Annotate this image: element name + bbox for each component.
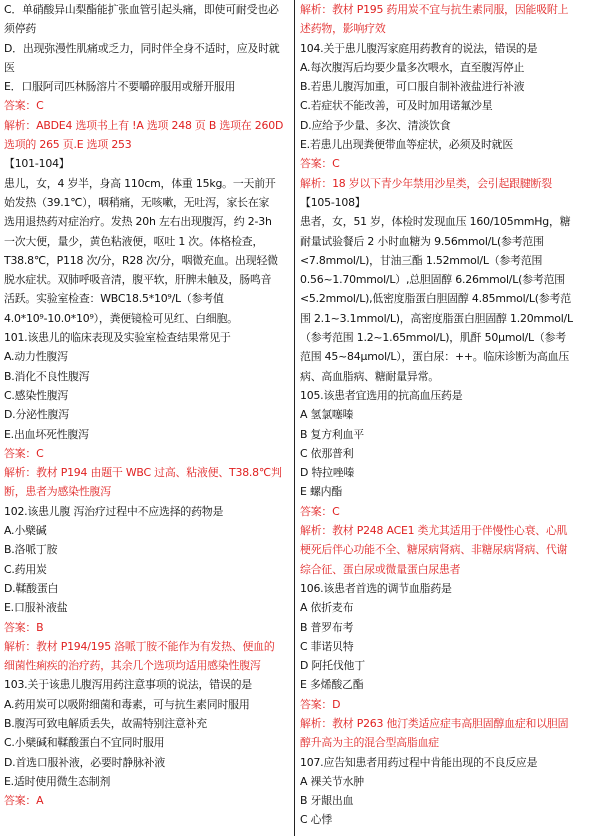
text-line: A 依折麦布 — [300, 601, 354, 615]
text-line: C 菲诺贝特 — [300, 639, 354, 653]
text-line: 【101-104】 — [4, 157, 70, 171]
answer-explanation-line: 解析：教材 P195 药用炭不宜与抗生素同服，因能吸附上 — [300, 3, 569, 16]
text-line: <7.8mmol/L)，甘油三酯 1.52mmol/L（参考范围 — [300, 253, 543, 267]
answer-explanation-line: 醇升高为主的混合型高脂血症 — [300, 736, 439, 750]
text-line: 选用退热药对症治疗。发热 20h 左右出现腹泻，约 2-3h — [4, 215, 272, 229]
text-line: 医 — [4, 60, 15, 74]
text-line: B.消化不良性腹泻 — [4, 369, 90, 383]
text-line: 【105-108】 — [300, 195, 366, 209]
text-line: C.小檗碱和鞣酸蛋白不宜同时服用 — [4, 736, 165, 750]
answer-explanation-line: 答案：C — [300, 157, 340, 171]
text-line: 患儿，女，4 岁半，身高 110cm，体重 15kg。一天前开 — [4, 176, 276, 190]
text-line: C.若症状不能改善，可及时加用诺氟沙星 — [300, 99, 493, 113]
text-line: 101.该患儿的临床表现及实验室检查结果常见于 — [4, 331, 231, 345]
text-line: 脱水症状。双肺呼吸音清，腹平软，肝脾未触及，肠鸣音 — [4, 273, 272, 287]
text-line: 一次大便，量少，黄色粘液便，呕吐 1 次。体格检查， — [4, 234, 264, 248]
text-line: A 裸关节水肿 — [300, 774, 364, 788]
text-line: 始发热（39.1℃），咽稍痛，无咳嗽，无吐泻，家长在家 — [4, 195, 270, 209]
text-line: C．单硝酸异山梨酯能扩张血管引起头痛，即使可耐受也必 — [4, 3, 279, 16]
text-line: A.动力性腹泻 — [4, 350, 68, 364]
text-line: B 复方利血平 — [300, 427, 364, 441]
text-line: D.鞣酸蛋白 — [4, 581, 59, 595]
answer-explanation-line: 答案：C — [4, 446, 44, 460]
text-line: 耐量试验餐后 2 小时血糖为 9.56mmol/L(参考范围 — [300, 234, 544, 248]
text-line: D.应给予少量、多次、清淡饮食 — [300, 118, 451, 132]
answer-explanation-line: 解析：教材 P194/195 洛哌丁胺不能作为有发热、便血的 — [4, 639, 275, 653]
text-line: E.口服补液盐 — [4, 601, 68, 615]
text-line: D．出现弥漫性肌痛或乏力，同时伴全身不适时，应及时就 — [4, 41, 280, 55]
text-line: 4.0*10⁹-10.0*10⁹），粪便镜检可见红、白细胞。 — [4, 311, 238, 325]
text-line: 活跃。实验室检查：WBC18.5*10⁹/L（参考值 — [4, 292, 224, 306]
text-line: T38.8℃，P118 次/分，R28 次/分，咽微充血。出现轻微 — [4, 253, 278, 267]
text-line: 106.该患者首选的调节血脂药是 — [300, 581, 452, 595]
answer-explanation-line: 述药物，影响疗效 — [300, 22, 386, 36]
text-line: E．口服阿司匹林肠溶片不要嚼碎服用或掰开服用 — [4, 80, 236, 94]
text-line: 107.应告知患者用药过程中肯能出现的不良反应是 — [300, 755, 538, 769]
text-line: （参考范围 1.2~1.65mmol/L)，肌酐 50μmol/L（参考 — [300, 331, 566, 345]
text-line: 病、高血脂病、糖耐量异常。 — [300, 369, 439, 383]
answer-explanation-line: 选项的 265 页.E 选项 253 — [4, 138, 132, 152]
answer-explanation-line: 答案：D — [300, 697, 341, 711]
text-line: E.适时使用微生态制剂 — [4, 774, 111, 788]
answer-explanation-line: 断，患者为感染性腹泻 — [4, 485, 111, 499]
text-line: D.首选口服补液，必要时静脉补液 — [4, 755, 166, 769]
text-line: 患者，女，51 岁，体检时发现血压 160/105mmHg，糖 — [300, 215, 571, 229]
text-line: C.药用炭 — [4, 562, 47, 576]
text-line: A 氢氯噻嗪 — [300, 408, 354, 422]
answer-explanation-line: 答案：A — [4, 794, 44, 808]
text-line: 须停药 — [4, 22, 37, 36]
answer-explanation-line: 解析：教材 P194 由题干 WBC 过高、粘液便、T38.8℃判 — [4, 466, 282, 480]
text-line: C 心悸 — [300, 813, 333, 827]
text-line: E 螺内酯 — [300, 485, 343, 499]
text-line: A.药用炭可以吸附细菌和毒素，可与抗生素同时服用 — [4, 697, 250, 711]
text-line: 102.该患儿腹 泻治疗过程中不应选择的药物是 — [4, 504, 224, 518]
answer-explanation-line: 答案：B — [4, 620, 44, 634]
text-line: 0.56~1.70mmol/L）,总胆固醇 6.26mmol/L(参考范围 — [300, 273, 565, 287]
text-line: D 特拉唑嗪 — [300, 466, 355, 480]
text-line: B 普罗布考 — [300, 620, 354, 634]
text-line: 105.该患者宜选用的抗高血压药是 — [300, 388, 463, 402]
answer-explanation-line: 综合征、蛋白尿或微量蛋白尿患者 — [300, 562, 461, 576]
text-line: B.腹泻可致电解质丢失，故需特别注意补充 — [4, 716, 207, 730]
answer-explanation-line: 细菌性痢疾的治疗药，其余几个选项均适用感染性腹泻 — [4, 659, 261, 673]
answer-explanation-line: 解析：18 岁以下青少年禁用沙星类，会引起跟腱断裂 — [300, 176, 552, 190]
text-line: A.每次腹泻后均要少量多次喂水，直至腹泻停止 — [300, 60, 525, 74]
column-divider — [294, 0, 295, 836]
text-line: E.出血坏死性腹泻 — [4, 427, 89, 441]
text-line: D 阿托伐他丁 — [300, 659, 365, 673]
text-line: C 依那普利 — [300, 446, 354, 460]
text-line: B.若患儿腹泻加重，可口服自制补液盐进行补液 — [300, 80, 525, 94]
text-line: <5.2mmol/L),低密度脂蛋白胆固醇 4.85mmol/L(参考范 — [300, 292, 571, 306]
text-line: E 多烯酸乙酯 — [300, 678, 364, 692]
text-line: 范围 45~84μmol/L），蛋白尿：++。临床诊断为高血压 — [300, 350, 570, 364]
text-line: C.感染性腹泻 — [4, 388, 69, 402]
text-line: E.若患儿出现粪便带血等症状，必须及时就医 — [300, 138, 514, 152]
answer-explanation-line: 解析：教材 P263 他汀类适应症韦高胆固醇血症和以胆固 — [300, 716, 569, 730]
answer-explanation-line: 答案：C — [4, 99, 44, 113]
answer-explanation-line: 解析：ABDE4 选项书上有 !A 选项 248 页 B 选项在 260D — [4, 118, 284, 132]
answer-explanation-line: 答案：C — [300, 504, 340, 518]
text-line: B 牙龈出血 — [300, 794, 354, 808]
text-line: D.分泌性腹泻 — [4, 408, 69, 422]
answer-explanation-line: 解析：教材 P248 ACE1 类尤其适用于伴慢性心衰、心肌 — [300, 524, 568, 538]
text-line: 104.关于患儿腹泻家庭用药教育的说法，错误的是 — [300, 41, 538, 55]
right-column — [300, 0, 587, 830]
text-line: 围 2.1~3.1mmol/L)，高密度脂蛋白胆固醇 1.20mmol/L — [300, 311, 573, 325]
text-line: B.洛哌丁胺 — [4, 543, 58, 557]
text-line: A.小檗碱 — [4, 524, 47, 538]
answer-explanation-line: 梗死后伴心功能不全、糖尿病肾病、非糖尿病肾病、代谢 — [300, 543, 568, 557]
left-column — [4, 0, 292, 810]
text-line: 103.关于该患儿腹泻用药注意事项的说法，错误的是 — [4, 678, 252, 692]
